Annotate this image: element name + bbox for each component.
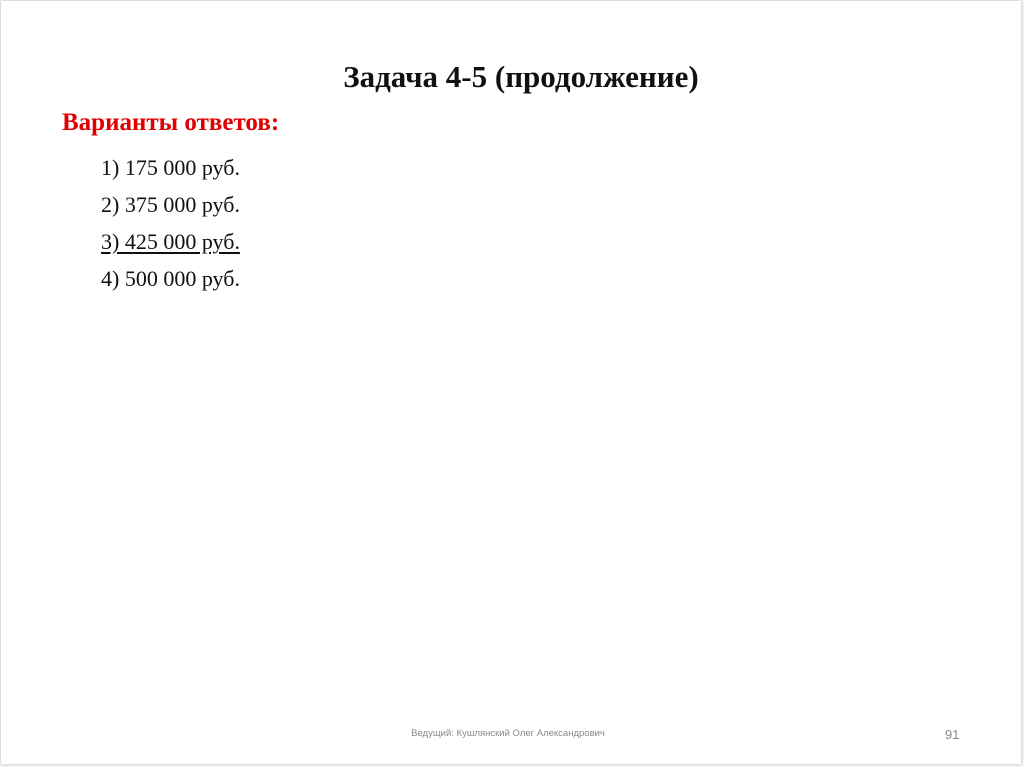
- answer-option: [101, 190, 240, 227]
- answer-options-heading: Варианты ответов:: [62, 109, 280, 136]
- slide-page-number: 91: [945, 727, 960, 742]
- slide: [1, 1, 1021, 764]
- answer-option-underlined: [101, 227, 240, 264]
- slide-title: Задача 4-5 (продолжение): [343, 59, 699, 94]
- answer-option-text: 2) 375 000 руб.: [101, 192, 240, 217]
- answer-option-text: 1) 175 000 руб.: [101, 155, 240, 180]
- answer-options-list: [101, 153, 240, 301]
- answer-option: [101, 264, 240, 301]
- slide-footer-presenter: Ведущий: Кушлянский Олег Александрович: [411, 728, 605, 739]
- answer-option-text: 4) 500 000 руб.: [101, 266, 240, 291]
- answer-option-text: 3) 425 000 руб.: [101, 229, 240, 254]
- answer-option: [101, 153, 240, 190]
